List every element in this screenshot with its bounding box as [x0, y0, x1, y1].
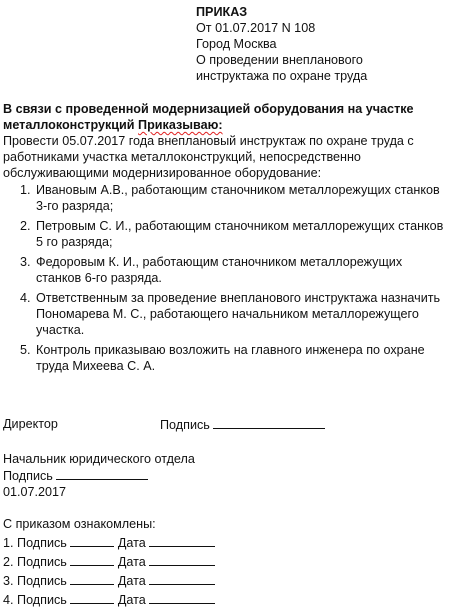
director-signature-line — [213, 416, 325, 429]
body-paragraph: Провести 05.07.2017 года внеплановый инструктаж по охране труда с работниками участка металлоконструкций, непосредственно обслуживающими модернизированное оборудование: — [3, 134, 414, 180]
list-item-text: Контроль приказываю возложить на главного инженера по охране труда Михеева С. А. — [36, 343, 425, 373]
list-item — [3, 290, 450, 338]
order-items-list — [3, 182, 450, 378]
ack-date-label: Дата — [117, 555, 146, 569]
order-subject-line-2: инструктажа по охране труда — [196, 69, 368, 83]
ack-date-line — [149, 591, 215, 604]
ack-sign-label: Подпись — [17, 574, 67, 588]
legal-date: 01.07.2017 — [3, 485, 67, 499]
ack-date-label: Дата — [117, 593, 146, 607]
legal-signature-block — [3, 451, 195, 500]
acknowledgement-row — [3, 534, 215, 551]
legal-signature-line — [56, 467, 148, 480]
intro-emphasis: Приказываю: — [138, 118, 223, 132]
director-signature — [160, 416, 325, 433]
list-item-number: 4. — [20, 291, 31, 305]
acknowledgement-row — [3, 591, 215, 608]
ack-date-line — [149, 534, 215, 547]
ack-date-line — [149, 572, 215, 585]
ack-sign-label: Подпись — [17, 536, 67, 550]
ack-sign-label: Подпись — [17, 593, 67, 607]
director-label: Директор — [3, 417, 58, 431]
legal-head-label: Начальник юридического отдела — [3, 452, 195, 466]
ack-sign-line — [70, 553, 114, 566]
ack-date-line — [149, 553, 215, 566]
ack-sign-line — [70, 534, 114, 547]
acknowledgement-row — [3, 572, 215, 589]
director-signature-label: Подпись — [160, 418, 210, 432]
list-item — [3, 254, 450, 286]
order-title: ПРИКАЗ — [196, 5, 248, 19]
list-item — [3, 218, 450, 250]
ack-sign-line — [70, 572, 114, 585]
legal-signature-label: Подпись — [3, 469, 53, 483]
intro-text: В связи с проведенной модернизацией оборудования на участке металлоконструкций — [3, 102, 414, 132]
list-item-number: 2. — [20, 219, 31, 233]
acknowledgement-block — [3, 516, 215, 610]
list-item-text: Ивановым А.В., работающим станочником металлорежущих станков 3-го разряда; — [36, 183, 440, 213]
order-header — [196, 4, 446, 84]
list-item — [3, 182, 450, 214]
list-item — [3, 342, 450, 374]
ack-number: 3. — [3, 574, 14, 588]
legal-signature-row — [3, 467, 195, 484]
list-item-number: 5. — [20, 343, 31, 357]
order-city: Город Москва — [196, 37, 277, 51]
ack-sign-line — [70, 591, 114, 604]
ack-date-label: Дата — [117, 574, 146, 588]
list-item-text: Ответственным за проведение внепланового инструктажа назначить Пономарева М. С., работающего начальником металлорежущего участка. — [36, 291, 441, 337]
ack-number: 4. — [3, 593, 14, 607]
intro-paragraph — [3, 101, 448, 133]
list-item-number: 3. — [20, 255, 31, 269]
ack-sign-label: Подпись — [17, 555, 67, 569]
ack-date-label: Дата — [117, 536, 146, 550]
list-item-text: Федоровым К. И., работающим станочником металлорежущих станков 6-го разряда. — [36, 255, 403, 285]
acknowledgement-title: С приказом ознакомлены: — [3, 517, 156, 531]
list-item-number: 1. — [20, 183, 31, 197]
acknowledgement-row — [3, 553, 215, 570]
order-number-date: От 01.07.2017 N 108 — [196, 21, 316, 35]
ack-number: 1. — [3, 536, 14, 550]
order-subject-line-1: О проведении внепланового — [196, 53, 363, 67]
ack-number: 2. — [3, 555, 14, 569]
list-item-text: Петровым С. И., работающим станочником металлорежущих станков 5 го разряда; — [36, 219, 444, 249]
